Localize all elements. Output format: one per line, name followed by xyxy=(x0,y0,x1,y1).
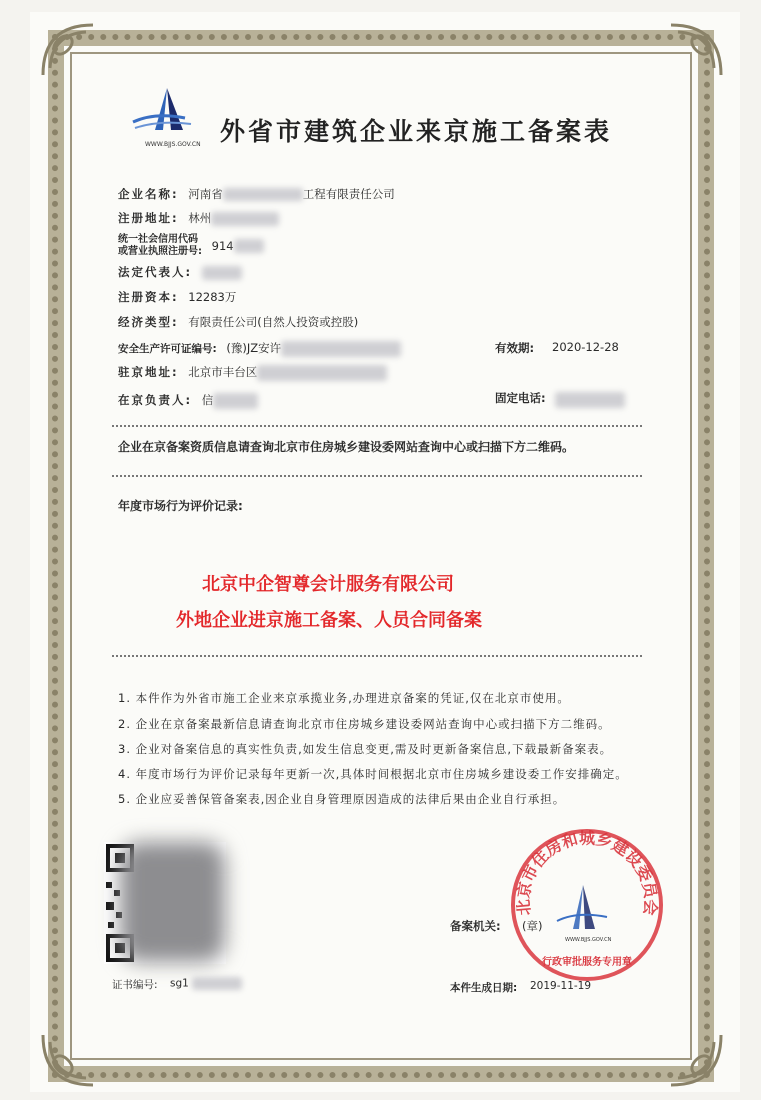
field-reg-capital xyxy=(118,289,236,305)
field-label: 注册地址: xyxy=(118,211,179,225)
field-value: 12283万 xyxy=(188,290,237,304)
redacted-block xyxy=(202,266,242,280)
redacted-block xyxy=(234,239,264,253)
issuer-value: (章) xyxy=(522,919,543,933)
redacted-block xyxy=(120,842,225,962)
overlay-service-text: 外地企业进京施工备案、人员合同备案 xyxy=(176,610,482,631)
field-label: 在京负责人: xyxy=(118,393,193,407)
rule-item: 1. 本件作为外省市施工企业来京承揽业务,办理进京备案的凭证,仅在北京市使用。 xyxy=(118,691,570,705)
seal-inner-caption: WWW.BJJS.GOV.CN xyxy=(565,937,612,943)
field-value: 河南省 xyxy=(188,187,223,201)
field-value: 914 xyxy=(211,238,234,253)
divider xyxy=(112,655,642,657)
annual-record-label: 年度市场行为评价记录: xyxy=(118,499,243,513)
field-credit-code xyxy=(118,234,264,258)
field-beijing-address xyxy=(118,364,387,381)
redacted-block xyxy=(213,393,258,409)
cert-number-text: sg1 xyxy=(170,977,189,990)
rule-item: 2. 企业在京备案最新信息请查询北京市住房城乡建设委网站查询中心或扫描下方二维码。 xyxy=(118,717,611,731)
field-label: 驻京地址: xyxy=(118,365,179,379)
field-label: 企业名称: xyxy=(118,187,179,201)
redacted-block xyxy=(211,212,279,226)
field-label: 经济类型: xyxy=(118,315,179,329)
field-value: 工程有限责任公司 xyxy=(302,187,395,201)
field-econ-type xyxy=(118,314,358,330)
field-value: 林州 xyxy=(188,211,212,225)
field-label: 或营业执照注册号: xyxy=(118,246,202,257)
field-value: 有限责任公司(自然人投资或控股) xyxy=(188,315,359,329)
corner-ornament-icon xyxy=(38,1030,98,1090)
divider xyxy=(112,475,642,477)
field-reg-address xyxy=(118,210,279,226)
redacted-block xyxy=(281,341,401,357)
seal-ring-text: 北京市住房和城乡建设委员会 xyxy=(513,828,661,917)
issuer-label: 备案机关: xyxy=(450,919,501,933)
field-value: 信 xyxy=(201,393,214,407)
redacted-block xyxy=(223,188,303,201)
field-value: (豫)JZ安许 xyxy=(226,341,282,355)
field-value: 北京市丰台区 xyxy=(188,365,258,379)
field-validity-value: 2020-12-28 xyxy=(552,340,619,354)
corner-ornament-icon xyxy=(666,20,726,80)
field-label-stack xyxy=(118,234,202,258)
field-fixed-phone-label: 固定电话: xyxy=(495,391,546,405)
rule-item: 3. 企业对备案信息的真实性负责,如发生信息变更,需及时更新备案信息,下载最新备案表。 xyxy=(118,742,613,756)
field-validity-label: 有效期: xyxy=(495,341,535,355)
field-safety-permit xyxy=(118,340,401,357)
field-beijing-manager xyxy=(118,392,258,409)
field-label: 法定代表人: xyxy=(118,265,193,279)
field-label: 注册资本: xyxy=(118,290,179,304)
cert-number-value xyxy=(170,977,242,990)
corner-ornament-icon xyxy=(666,1030,726,1090)
field-company-name xyxy=(118,186,395,202)
seal-bottom-text: 行政审批服务专用章 xyxy=(542,957,632,968)
rule-item: 5. 企业应妥善保管备案表,因企业自身管理原因造成的法律后果由企业自行承担。 xyxy=(118,792,566,806)
field-label: 安全生产许可证编号: xyxy=(118,343,217,355)
issue-date-value: 2019-11-19 xyxy=(530,980,592,992)
official-seal-icon xyxy=(507,825,667,985)
field-legal-rep xyxy=(118,264,242,280)
rule-item: 4. 年度市场行为评价记录每年更新一次,具体时间根据北京市住房城乡建设委工作安排确定。 xyxy=(118,767,628,781)
divider xyxy=(112,425,642,427)
bjjs-logo-icon xyxy=(125,82,215,154)
logo-caption: WWW.BJJS.GOV.CN xyxy=(145,141,201,148)
redacted-block xyxy=(192,977,242,990)
document-title: 外省市建筑企业来京施工备案表 xyxy=(220,117,613,146)
cert-number-label: 证书编号: xyxy=(112,979,158,991)
issue-date-label: 本件生成日期: xyxy=(450,982,518,994)
corner-ornament-icon xyxy=(38,20,98,80)
notice-text: 企业在京备案资质信息请查询北京市住房城乡建设委网站查询中心或扫描下方二维码。 xyxy=(118,440,575,454)
field-label: 统一社会信用代码 xyxy=(118,234,198,245)
redacted-block xyxy=(555,392,625,408)
overlay-company-name: 北京中企智尊会计服务有限公司 xyxy=(202,574,454,595)
redacted-block xyxy=(257,365,387,381)
